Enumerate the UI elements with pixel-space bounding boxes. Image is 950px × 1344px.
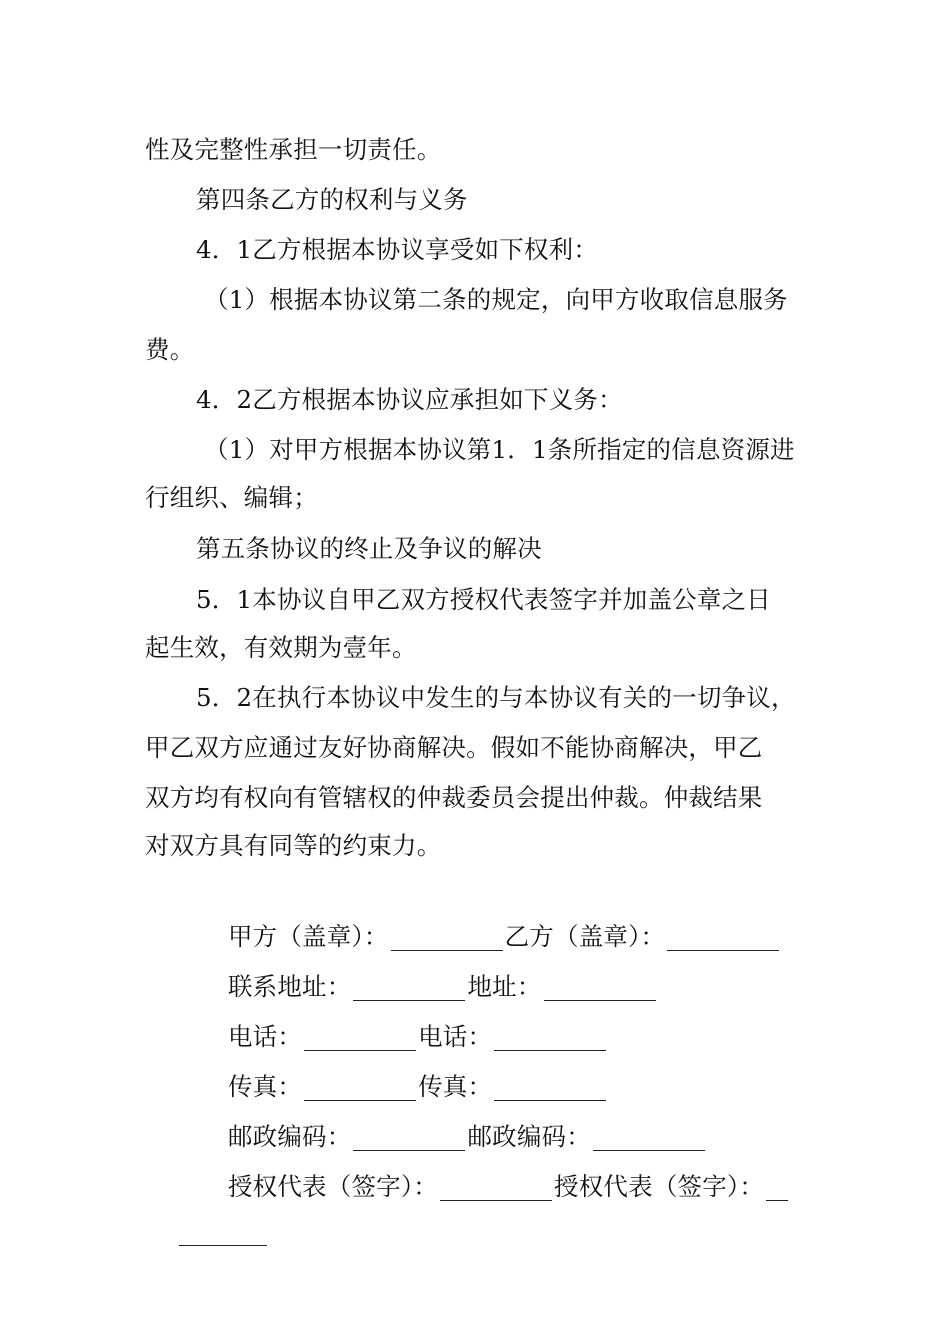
clause-4-1: 4．1乙方根据本协议享受如下权利：	[196, 235, 599, 264]
signature-row-fax	[196, 1027, 950, 1101]
paragraph-line: 行组织、编辑；	[145, 483, 318, 512]
rep-a-label: 授权代表（签字）：	[227, 1172, 439, 1201]
postal-b-label: 邮政编码：	[467, 1122, 591, 1151]
phone-a-label: 电话：	[227, 1022, 303, 1051]
postal-a-label: 邮政编码：	[227, 1122, 352, 1151]
contact-address-label: 联系地址：	[227, 972, 352, 1001]
paragraph-line: 双方均有权向有管辖权的仲裁委员会提出仲裁。仲裁结果	[145, 783, 763, 812]
paragraph-line: 甲乙双方应通过友好协商解决。假如不能协商解决，甲乙	[145, 733, 763, 762]
article-5-heading: 第五条协议的终止及争议的解决	[196, 534, 542, 563]
paragraph-line: （1）对甲方根据本协议第1．1条所指定的信息资源进	[204, 435, 795, 464]
article-4-heading: 第四条乙方的权利与义务	[196, 185, 468, 214]
paragraph-line: 费。	[145, 335, 195, 364]
signature-row-address	[196, 927, 950, 1001]
signature-row-representative	[196, 1127, 950, 1201]
clause-5-2: 5．2在执行本协议中发生的与本协议有关的一切争议，	[196, 683, 796, 712]
signature-row-phone	[196, 977, 950, 1051]
paragraph-line: 对双方具有同等的约束力。	[145, 831, 442, 860]
rep-b-field-continued[interactable]	[179, 1219, 267, 1246]
paragraph-line: （1）根据本协议第二条的规定，向甲方收取信息服务	[204, 285, 788, 314]
paragraph-line: 起生效，有效期为壹年。	[145, 633, 417, 662]
fax-b-label: 传真：	[418, 1072, 493, 1101]
phone-b-label: 电话：	[418, 1022, 493, 1051]
party-a-seal-label: 甲方（盖章）：	[227, 922, 389, 951]
signature-row-continuation	[145, 1172, 950, 1212]
rep-b-label: 授权代表（签字）：	[554, 1172, 765, 1201]
address-label: 地址：	[467, 972, 542, 1001]
paragraph-line: 性及完整性承担一切责任。	[145, 135, 442, 164]
fax-a-label: 传真：	[227, 1072, 303, 1101]
clause-5-1: 5．1本协议自甲乙双方授权代表签字并加盖公章之日	[196, 585, 771, 614]
signature-row-seal	[196, 877, 950, 951]
signature-row-postal	[196, 1077, 950, 1151]
clause-4-2: 4．2乙方根据本协议应承担如下义务：	[196, 385, 623, 414]
party-b-seal-label: 乙方（盖章）：	[504, 922, 666, 951]
